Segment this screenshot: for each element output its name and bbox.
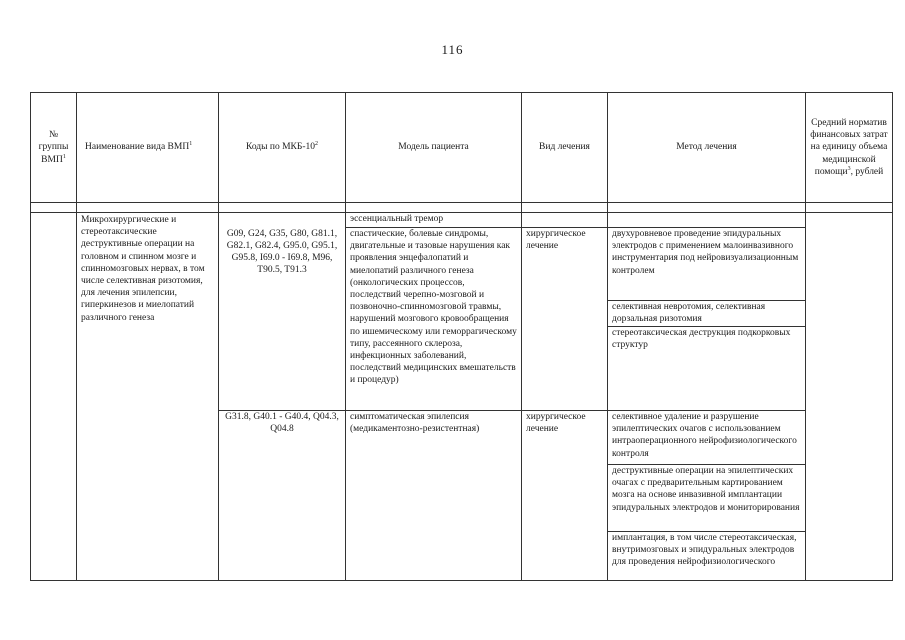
page-number: 116 [441, 42, 464, 57]
vmp-table [30, 92, 893, 581]
header-treatment-method: Метод лечения [608, 93, 806, 203]
patient-model-cell: симптоматическая эпилепсия (медикаментозно-резистентная) [346, 411, 522, 581]
spacer-row [31, 203, 893, 213]
treatment-method-cell: деструктивные операции на эпилептических очагах с предварительным картированием мозга на основе инвазивной имплантации эпидуральных электродов и мониторирования [608, 465, 806, 532]
treatment-method-cell [608, 213, 806, 228]
table-row [31, 213, 893, 228]
header-group-number: № группы ВМП$^1$ [31, 93, 77, 203]
treatment-method-cell: двухуровневое проведение эпидуральных электродов с применением малоинвазивного инструментария под нейровизуализационным контролем [608, 228, 806, 301]
treatment-type-cell: хирургическое лечение [522, 411, 608, 581]
patient-model-cell: спастические, болевые синдромы, двигательные и тазовые нарушения как проявления энцефалопатий и миелопатий различного генеза (онкологических процессов, последствий черепно-мозговой и позвоночно-спинномозговой травмы, нарушений мозгового кровообращения по ишемическому или геморрагическому типу, рассеянного склероза, инфекционных заболеваний, последствий медицинских вмешательств и процедур) [346, 228, 522, 411]
average-cost-cell [806, 213, 893, 581]
treatment-type-cell: хирургическое лечение [522, 228, 608, 411]
patient-model-cell: эссенциальный тремор [346, 213, 522, 228]
treatment-method-cell: селективное удаление и разрушение эпилептических очагов с использованием интраоперационного нейрофизиологического контроля [608, 411, 806, 465]
header-row [31, 93, 893, 203]
codes-cell-empty [219, 213, 346, 228]
group-number-cell [31, 213, 77, 581]
header-vmp-name: Наименование вида ВМП$^1$ [77, 93, 219, 203]
treatment-method-cell: имплантация, в том числе стереотаксическая, внутримозговых и эпидуральных электродов для проведения нейрофизиологического [608, 532, 806, 581]
icd-codes-cell: G09, G24, G35, G80, G81.1, G82.1, G82.4, G95.0, G95.1, G95.8, I69.0 - I69.8, M96, T90.5, T91.3 [219, 228, 346, 411]
header-average-cost: Средний норматив финансовых затрат на единицу объема медицинской помощи$^3$, рублей [806, 93, 893, 203]
treatment-method-cell: стереотаксическая деструкция подкорковых структур [608, 327, 806, 411]
icd-codes-cell: G31.8, G40.1 - G40.4, Q04.3, Q04.8 [219, 411, 346, 581]
header-treatment-type: Вид лечения [522, 93, 608, 203]
header-patient-model: Модель пациента [346, 93, 522, 203]
treatment-type-cell [522, 213, 608, 228]
header-icd-codes: Коды по МКБ-$10^2$ [219, 93, 346, 203]
vmp-name-cell: Микрохирургические и стереотаксические деструктивные операции на головном и спинном мозге и спинномозговых нервах, в том числе селективная ризотомия, для лечения эпилепсии, гиперкинезов и миелопатий различного генеза [77, 213, 219, 581]
treatment-method-cell: селективная невротомия, селективная дорзальная ризотомия [608, 301, 806, 327]
